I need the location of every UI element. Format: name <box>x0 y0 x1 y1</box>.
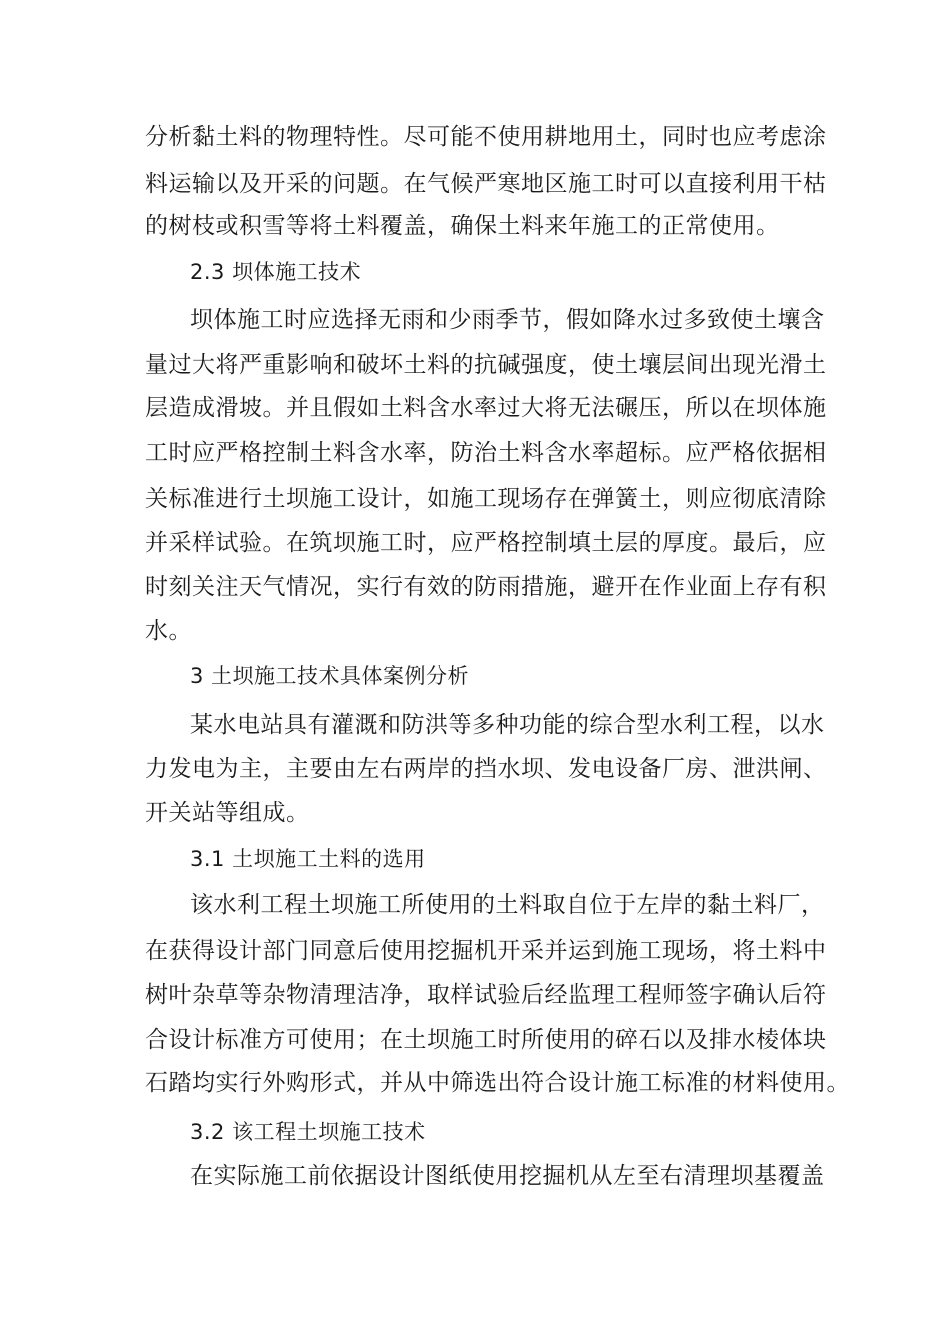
section-heading-3-2: 3.2 该工程土坝施工技术 <box>190 1120 426 1144</box>
paragraph-line: 石踏均实行外购形式，并从中筛选出符合设计施工标准的材料使用。 <box>145 1070 850 1096</box>
paragraph-line: 工时应严格控制土料含水率，防治土料含水率超标。应严格依据相 <box>145 440 827 466</box>
paragraph-line: 时刻关注天气情况，实行有效的防雨措施，避开在作业面上存有积 <box>145 574 827 600</box>
paragraph-line: 在获得设计部门同意后使用挖掘机开采并运到施工现场，将土料中 <box>145 938 827 964</box>
paragraph-line: 量过大将严重影响和破坏土料的抗碱强度，使土壤层间出现光滑土 <box>145 352 827 378</box>
paragraph-line: 的树枝或积雪等将土料覆盖，确保土料来年施工的正常使用。 <box>145 213 780 239</box>
paragraph-line: 该水利工程土坝施工所使用的土料取自位于左岸的黏土料厂， <box>190 892 825 918</box>
section-heading-3-1: 3.1 土坝施工土料的选用 <box>190 847 426 871</box>
section-heading-3: 3 土坝施工技术具体案例分析 <box>190 664 470 688</box>
paragraph-line: 水。 <box>145 618 192 644</box>
paragraph-line: 树叶杂草等杂物清理洁净，取样试验后经监理工程师签字确认后符 <box>145 982 827 1008</box>
paragraph-line: 坝体施工时应选择无雨和少雨季节，假如降水过多致使土壤含 <box>190 307 825 333</box>
paragraph-line: 开关站等组成。 <box>145 800 310 826</box>
paragraph-line: 合设计标准方可使用；在土坝施工时所使用的碎石以及排水棱体块 <box>145 1027 827 1053</box>
paragraph-line: 分析黏土料的物理特性。尽可能不使用耕地用土，同时也应考虑涂 <box>145 124 827 150</box>
paragraph-line: 在实际施工前依据设计图纸使用挖掘机从左至右清理坝基覆盖 <box>190 1163 825 1189</box>
section-heading-2-3: 2.3 坝体施工技术 <box>190 260 362 284</box>
paragraph-line: 并采样试验。在筑坝施工时，应严格控制填土层的厚度。最后，应 <box>145 530 827 556</box>
paragraph-line: 层造成滑坡。并且假如土料含水率过大将无法碾压，所以在坝体施 <box>145 395 827 421</box>
paragraph-line: 力发电为主，主要由左右两岸的挡水坝、发电设备厂房、泄洪闸、 <box>145 756 827 782</box>
paragraph-line: 某水电站具有灌溉和防洪等多种功能的综合型水利工程，以水 <box>190 712 825 738</box>
paragraph-line: 料运输以及开采的问题。在气候严寒地区施工时可以直接利用干枯 <box>145 171 827 197</box>
paragraph-line: 关标准进行土坝施工设计，如施工现场存在弹簧土，则应彻底清除 <box>145 486 827 512</box>
